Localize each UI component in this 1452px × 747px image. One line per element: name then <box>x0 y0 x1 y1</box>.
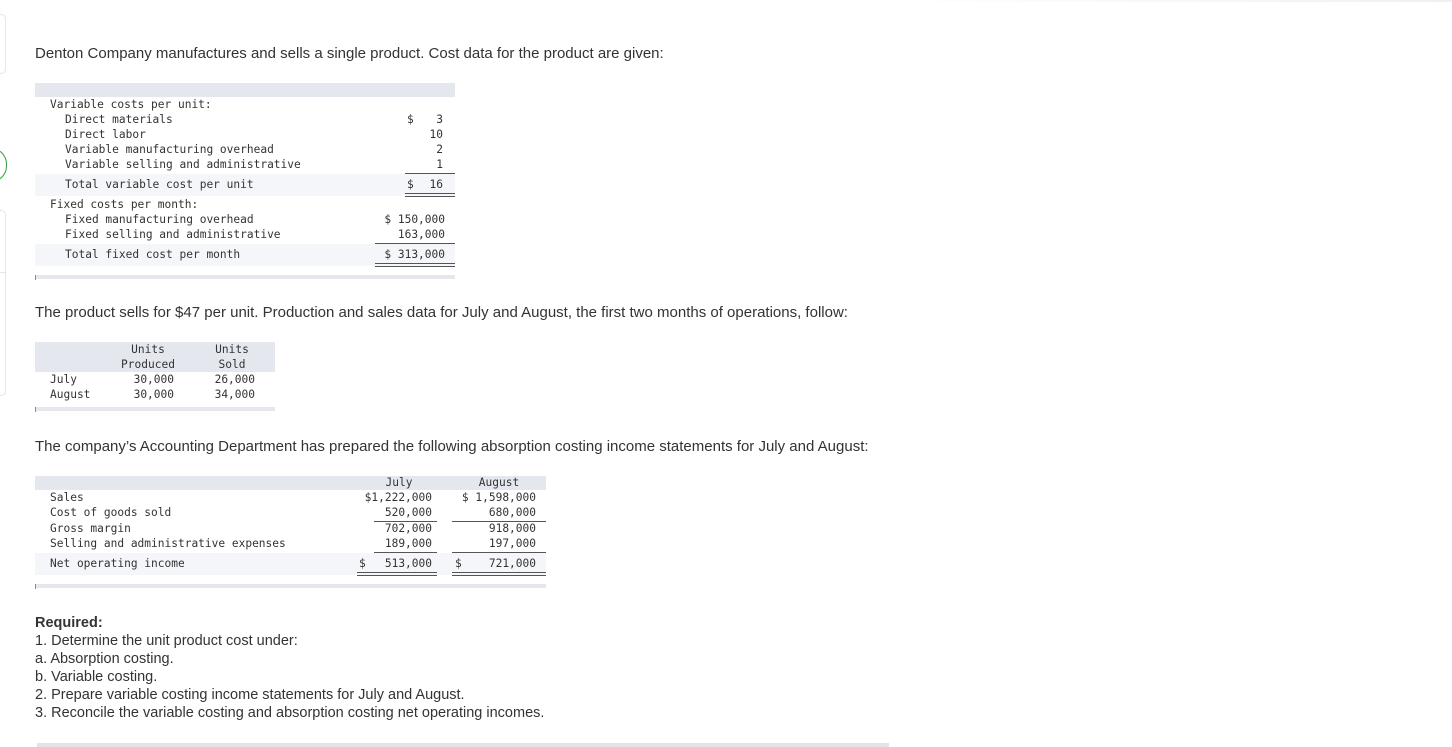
income-row-august: 918,000 <box>488 522 536 535</box>
cost-label: Direct materials <box>65 113 173 126</box>
table-footer-tick <box>35 407 36 412</box>
income-row-july: 520,000 <box>384 506 432 519</box>
income-row-july: 702,000 <box>384 522 432 535</box>
cost-data-table <box>35 83 455 283</box>
row-sold: 34,000 <box>214 388 255 401</box>
cost-value: 2 <box>436 143 443 156</box>
income-statement-table <box>35 476 546 596</box>
row-month: August <box>50 388 91 401</box>
column-header-sold: Sold <box>218 358 246 371</box>
income-row-august: 680,000 <box>488 506 536 519</box>
required-line: b. Variable costing. <box>35 669 158 685</box>
cost-value: 3 <box>436 113 443 126</box>
column-header-july: July <box>385 476 413 489</box>
required-line: 2. Prepare variable costing income statements for July and August. <box>35 687 465 703</box>
required-heading: Required: <box>35 615 103 631</box>
row-sold: 26,000 <box>214 373 255 386</box>
cost-label: Direct labor <box>65 128 146 141</box>
income-row-july: 189,000 <box>384 537 432 550</box>
double-underline <box>405 193 455 197</box>
cost-value: 10 <box>429 128 443 141</box>
sales-paragraph: The product sells for $47 per unit. Production and sales data for July and August, the first two months of operations, follow: <box>35 304 848 321</box>
status-circle-icon <box>0 148 7 182</box>
intro-paragraph: Denton Company manufactures and sells a single product. Cost data for the product are given: <box>35 45 664 62</box>
row-produced: 30,000 <box>133 373 174 386</box>
left-card-edge <box>0 210 6 396</box>
cost-label: Variable manufacturing overhead <box>65 143 274 156</box>
net-income-august: 721,000 <box>488 557 536 570</box>
income-row-label: Cost of goods sold <box>50 506 172 519</box>
fixed-costs-header: Fixed costs per month: <box>50 198 199 211</box>
bottom-scroll-bar <box>37 743 889 747</box>
table-footer-bar <box>35 407 275 411</box>
left-card-edge <box>0 14 6 74</box>
column-header-sold: Units <box>215 343 249 356</box>
currency-sign: $ <box>407 178 414 191</box>
column-header-produced: Units <box>131 343 165 356</box>
currency-sign: $ <box>359 557 366 570</box>
column-header-august: August <box>478 476 520 489</box>
net-income-july: 513,000 <box>384 557 432 570</box>
total-fixed-label: Total fixed cost per month <box>65 248 241 261</box>
table-header-band <box>35 83 455 97</box>
row-produced: 30,000 <box>133 388 174 401</box>
double-underline <box>375 263 455 267</box>
currency-sign: $ <box>455 557 462 570</box>
table-footer-bar <box>35 584 546 588</box>
cost-label: Fixed selling and administrative <box>65 228 281 241</box>
required-line: 1. Determine the unit product cost under: <box>35 633 298 649</box>
income-row-august: $ 1,598,000 <box>461 491 536 504</box>
total-variable-value: 16 <box>429 178 443 191</box>
column-header-produced: Produced <box>121 358 175 371</box>
required-line: 3. Reconcile the variable costing and absorption costing net operating incomes. <box>35 705 545 721</box>
cost-label: Fixed manufacturing overhead <box>65 213 254 226</box>
total-fixed-value: $ 313,000 <box>384 248 445 261</box>
income-row-label: Selling and administrative expenses <box>50 537 286 550</box>
cost-value: 163,000 <box>397 228 445 241</box>
income-row-label: Gross margin <box>50 522 131 535</box>
divider <box>0 272 6 273</box>
required-section <box>35 614 544 722</box>
cost-value: 1 <box>436 158 443 171</box>
total-variable-label: Total variable cost per unit <box>65 178 254 191</box>
double-underline <box>357 572 437 576</box>
table-footer-tick <box>35 275 36 280</box>
income-row-august: 197,000 <box>488 537 536 550</box>
required-line: a. Absorption costing. <box>35 651 174 667</box>
net-income-label: Net operating income <box>50 557 185 570</box>
production-table <box>35 342 275 418</box>
variable-costs-header: Variable costs per unit: <box>50 98 212 111</box>
income-row-july: $1,222,000 <box>364 491 432 504</box>
currency-sign: $ <box>407 113 414 126</box>
top-shadow <box>880 0 1452 2</box>
income-paragraph: The company’s Accounting Department has prepared the following absorption costing income statements for July and August: <box>35 438 869 455</box>
table-footer-bar <box>35 275 455 279</box>
row-month: July <box>50 373 77 386</box>
double-underline <box>452 572 546 576</box>
cost-label: Variable selling and administrative <box>65 158 301 171</box>
table-footer-tick <box>35 584 36 589</box>
cost-value: $ 150,000 <box>384 213 445 226</box>
income-row-label: Sales <box>50 491 84 504</box>
